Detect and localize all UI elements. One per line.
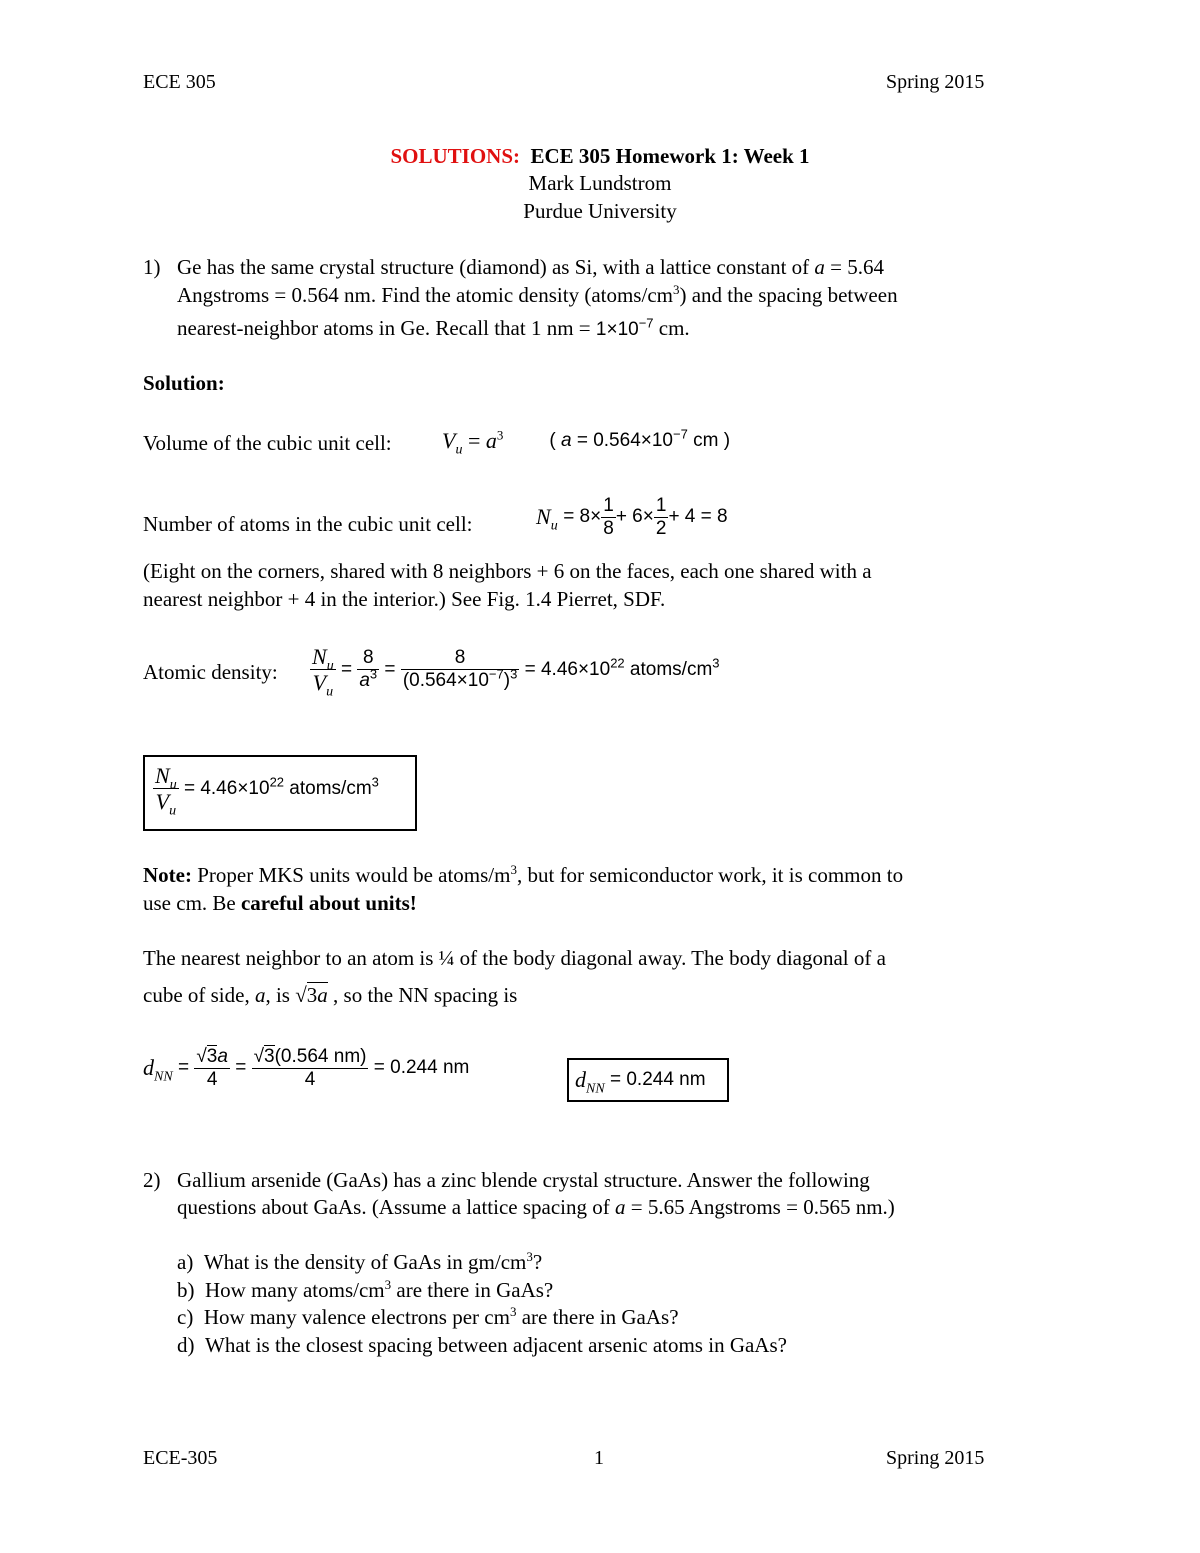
problem1-line3: nearest-neighbor atoms in Ge. Recall that 1 nm = $1\times 10^{-7}$ cm. <box>177 315 690 340</box>
volume-equation: $V_u = a^3$ ( $a = 0.564\times 10^{-7}$ cm ) <box>442 426 731 458</box>
dnn-answer-box: $d_{NN}$ = 0.244 nm <box>567 1058 729 1102</box>
footer-left: ECE-305 <box>143 1447 218 1469</box>
nn-line1: The nearest neighbor to an atom is ¼ of the body diagonal away. The body diagonal of a <box>143 946 886 970</box>
document-title <box>0 146 1200 167</box>
density-equation: $\frac{N_u}{V_u}$ = $\frac{8}{a^3}$ = $\frac{8}{(0.564\times 10^{-7})^3}$ = $4.46\times 10^{22}$ atoms/$cm^3$ <box>312 644 720 700</box>
problem2-item-d: d) What is the closest spacing between adjacent arsenic atoms in GaAs? <box>177 1333 787 1357</box>
solutions-label: SOLUTIONS: <box>390 144 520 168</box>
affiliation: Purdue University <box>523 199 677 223</box>
number-equation: $N_u$ = 8× $\frac{1}{8}$ + 6× $\frac{1}{2}$ + 4 = 8 <box>536 495 728 539</box>
solution-heading: Solution: <box>143 371 225 395</box>
problem1-line1: Ge has the same crystal structure (diamond) as Si, with a lattice constant of a = 5.64 <box>177 255 884 279</box>
density-answer-box: $\frac{N_u}{V_u}$ = $4.46\times 10^{22}$ atoms/$cm^3$ <box>143 755 417 831</box>
problem1-number: 1) <box>143 255 161 279</box>
number-label: Number of atoms in the cubic unit cell: <box>143 512 473 536</box>
note-line1: Note: Proper MKS units would be atoms/$m^3$, but for semiconductor work, it is common to <box>143 862 904 887</box>
problem2-item-a: a) What is the density of GaAs in $gm/cm^3$? <box>177 1249 543 1274</box>
author: Mark Lundstrom <box>528 171 672 195</box>
problem2-line1: Gallium arsenide (GaAs) has a zinc blende crystal structure. Answer the following <box>177 1168 870 1192</box>
header-right: Spring 2015 <box>886 71 985 93</box>
problem1-line2: Angstroms = 0.564 nm. Find the atomic density $(atoms/cm^3)$ and the spacing between <box>177 282 898 307</box>
density-label: Atomic density: <box>143 660 278 684</box>
header-left: ECE 305 <box>143 71 216 93</box>
problem2-item-b: b) How many atoms/$cm^3$ are there in GaAs? <box>177 1277 554 1302</box>
dnn-equation: $d_{NN}$ = $\frac{√3a}{4}$ = $\frac{√3(0.564 nm)}{4}$ = 0.244 nm <box>143 1046 470 1090</box>
page-number: 1 <box>594 1447 604 1469</box>
volume-label: Volume of the cubic unit cell: <box>143 431 392 455</box>
note-line2: use cm. Be careful about units! <box>143 891 417 915</box>
eight-explanation-2: nearest neighbor + 4 in the interior.) See Fig. 1.4 Pierret, SDF. <box>143 587 666 611</box>
problem2-line2: questions about GaAs. (Assume a lattice spacing of a = 5.65 Angstroms = 0.565 nm.) <box>177 1195 895 1219</box>
nn-line2: cube of side, a, is √3a , so the NN spacing is <box>143 983 518 1007</box>
eight-explanation-1: (Eight on the corners, shared with 8 neighbors + 6 on the faces, each one shared with a <box>143 559 872 583</box>
title-text: ECE 305 Homework 1: Week 1 <box>530 144 810 168</box>
problem2-number: 2) <box>143 1168 161 1192</box>
footer-right: Spring 2015 <box>886 1447 985 1469</box>
problem2-item-c: c) How many valence electrons per $cm^3$ are there in GaAs? <box>177 1304 679 1329</box>
